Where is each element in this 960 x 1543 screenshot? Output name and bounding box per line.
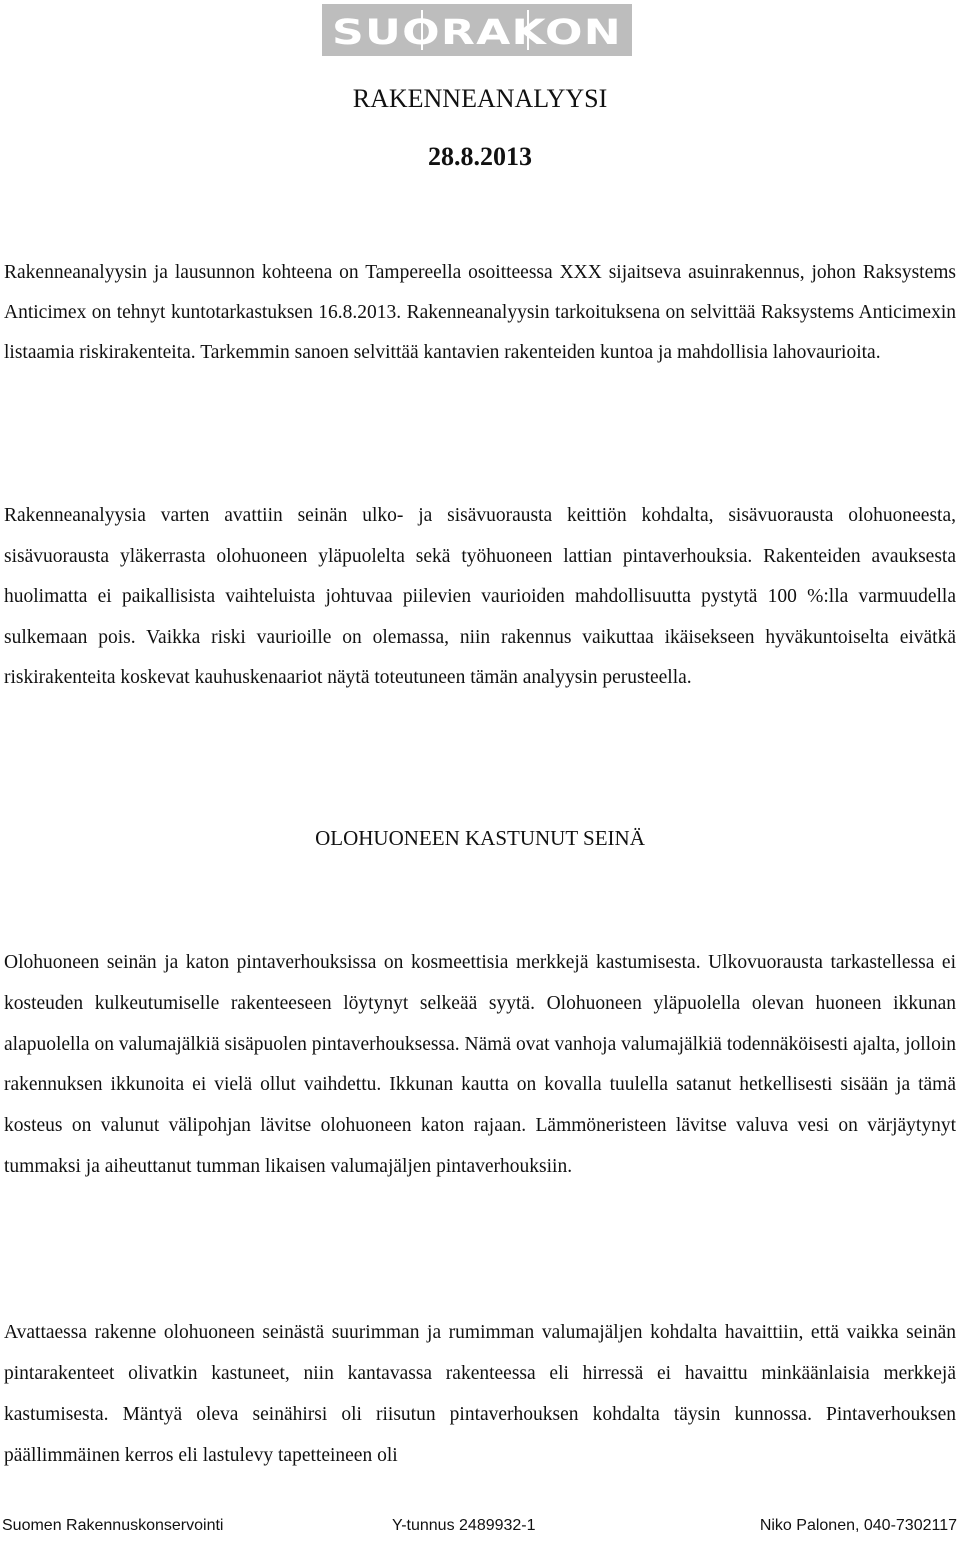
svg-text:SUORAKON: SUORAKON (332, 13, 622, 53)
findings-paragraph: Olohuoneen seinän ja katon pintaverhouksissa on kosmeettisia merkkejä kastumisesta. Ulkovuorausta tarkastellessa ei kosteuden kulkeutumiselle rakenteeseen löytynyt selkeää syytä. Olohuoneen yläpuolella olevan huoneen ikkunan alapuolella on valumajälkiä sisäpuolen pintaverhouksessa. Nämä ovat vanhoja valumajälkiä todennäköisesti ajalta, jolloin rakennuksen ikkunoita ei vielä ollut vaihdettu. Ikkunan kautta on kovalla tuulella satanut hetkellisesti sisään ja tämä kosteus on valunut välipohjan lävitse olohuoneen katon rajaan. Lämmöneristeen lävitse valuva vesi on värjäytynyt tummaksi ja aiheuttanut tumman likaisen valumajäljen pintaverhouksiin. (4, 952, 956, 1177)
method-paragraph: Rakenneanalyysia varten avattiin seinän ulko- ja sisävuorausta keittiön kohdalta, sisävuorausta olohuoneesta, sisävuorausta yläkerrasta olohuoneen yläpuolelta sekä työhuoneen lattian pintaverhouksia. Rakenteiden avauksesta huolimatta ei paikallisista vaihteluista johtuvaa piilevien vaurioiden mahdollisuutta pystytä 100 %:lla varmuudella sulkemaan pois. Vaikka riski vaurioille on olemassa, niin rakennus vaikuttaa ikäisekseen hyväkuntoiselta eivätkä riskirakenteita koskevat kauhuskenaariot näytä toteutuneen tämän analyysin perusteella. (4, 505, 956, 688)
document-title: RAKENNEANALYYSI (352, 84, 608, 113)
company-logo (322, 4, 632, 56)
document-date: 28.8.2013 (428, 142, 532, 171)
footer-business-id: Y-tunnus 2489932-1 (392, 1517, 536, 1534)
logo-mark (325, 7, 629, 53)
opening-paragraph: Avattaessa rakenne olohuoneen seinästä suurimman ja rumimman valumajäljen kohdalta havaittiin, että vaikka seinän pintarakenteet olivatkin kastuneet, niin kantavassa rakenteessa eli hirressä ei havaittu minkäänlaisia merkkejä kastumisesta. Mäntyä oleva seinähirsi oli riisutun pintaverhouksen kohdalta täysin kunnossa. Pintaverhouksen päällimmäinen kerros eli lastulevy tapetteineen oli (4, 1322, 956, 1466)
intro-paragraph: Rakenneanalyysin ja lausunnon kohteena on Tampereella osoitteessa XXX sijaitseva asuinrakennus, johon Raksystems Anticimex on tehnyt kuntotarkastuksen 16.8.2013. Rakenneanalyysin tarkoituksena on selvittää Raksystems Anticimexin listaamia riskirakenteita. Tarkemmin sanoen selvittää kantavien rakenteiden kuntoa ja mahdollisia lahovaurioita. (4, 262, 956, 363)
footer-contact: Niko Palonen, 040-7302117 (759, 1517, 957, 1534)
footer-company: Suomen Rakennuskonservointi (2, 1517, 224, 1534)
section-heading: OLOHUONEEN KASTUNUT SEINÄ (315, 826, 645, 850)
page-footer (2, 1517, 957, 1541)
